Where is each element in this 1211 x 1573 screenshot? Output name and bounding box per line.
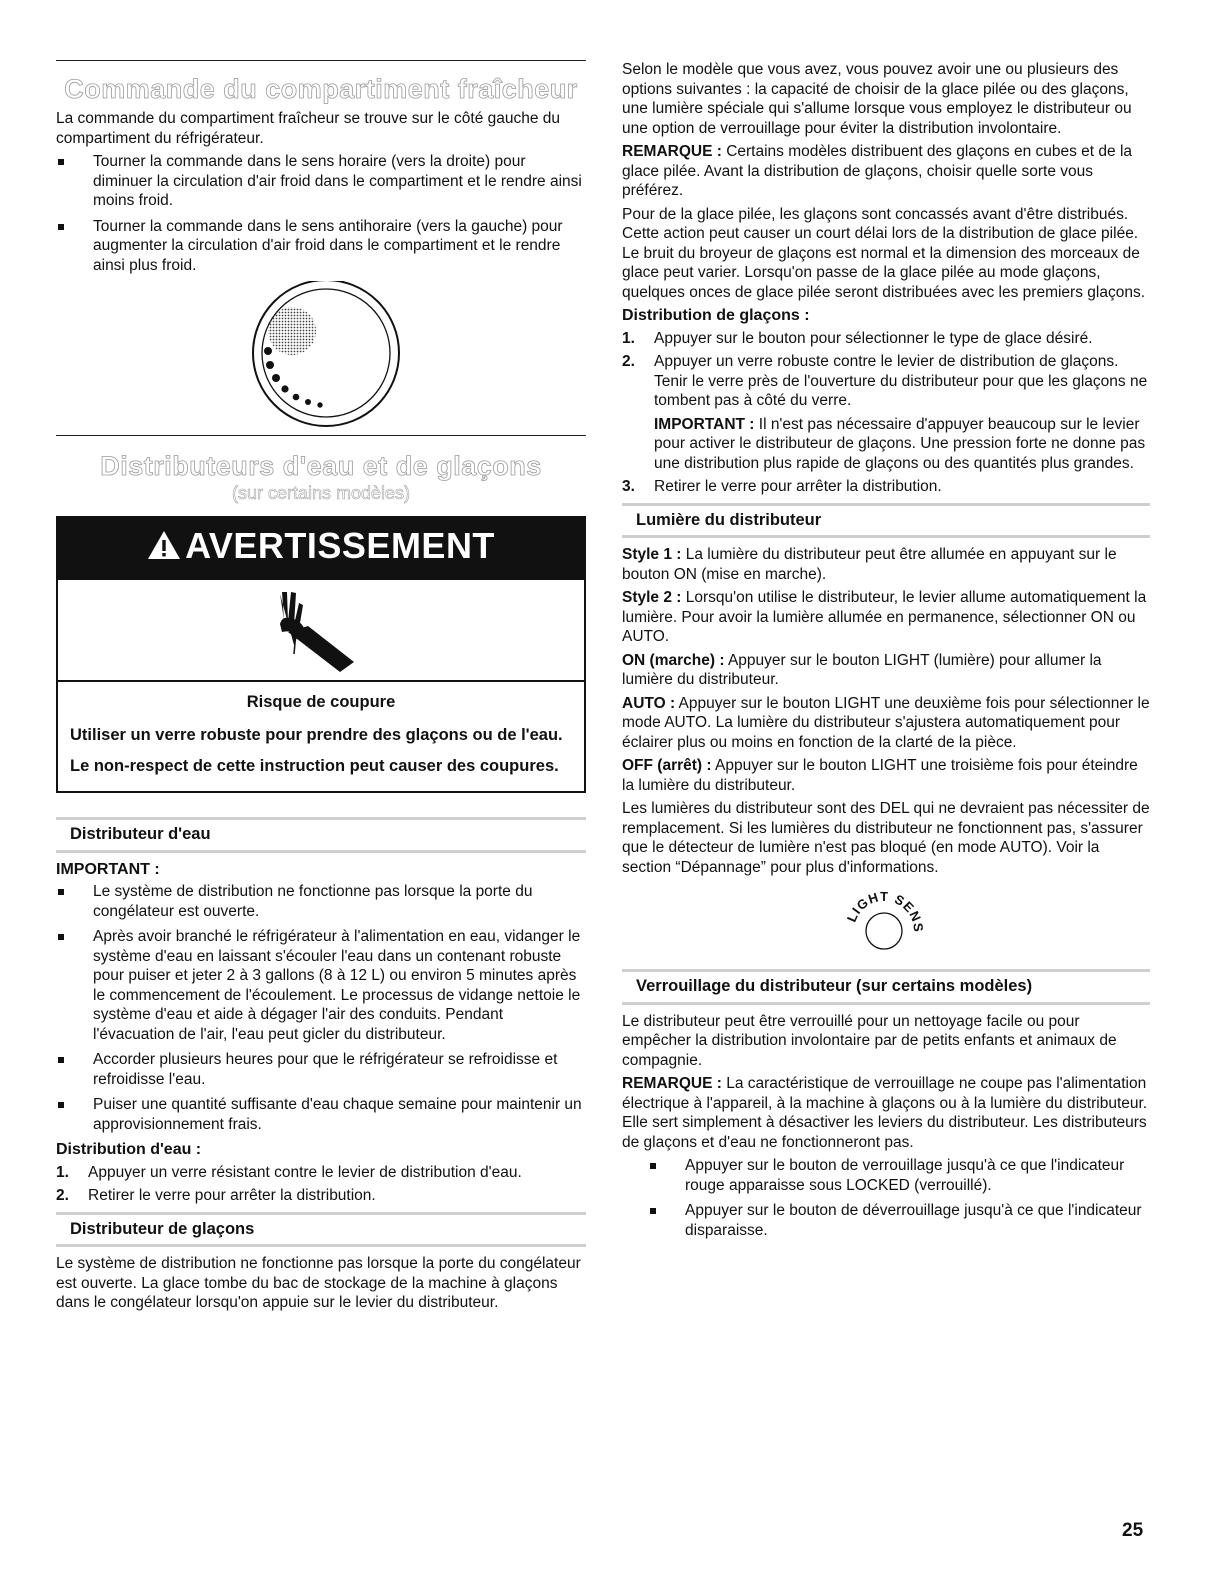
style2-label: Style 2 : (622, 589, 682, 606)
list-item (56, 1186, 586, 1206)
remarque-text: Certains modèles distribuent des glaçons en cubes et de la glace pilée. Avant la distribution de glaçons, choisir quelle sorte vous préférez. (622, 143, 1133, 199)
list-item (622, 352, 1150, 473)
style2-text: Lorsqu'on utilise le distributeur, le levier allume automatiquement la lumière. Pour avoir la lumière allumée en permanence, sélectionner ON ou AUTO. (622, 589, 1147, 645)
style1-text: La lumière du distributeur peut être allumée en appuyant sur le bouton ON (mise en marche). (622, 546, 1117, 583)
light-sensor-illustration (622, 881, 1150, 959)
auto-text: Appuyer sur le bouton LIGHT une deuxième fois pour sélectionner le mode AUTO. La lumière du distributeur s'ajustera automatiquement pour éclairer plus ou moins en fonction de la clarté de la pièce. (622, 694, 1150, 751)
style1-label: Style 1 : (622, 546, 682, 563)
step-text: Appuyer un verre robuste contre le levier de distribution de glaçons. Tenir le verre près de l'ouverture du distributeur pour que les glaçons ne tombent pas à côté du verre. (654, 353, 1148, 409)
warning-box (56, 516, 586, 793)
list-item: Appuyer sur le bouton de verrouillage jusqu'à ce que l'indicateur rouge apparaisse sous LOCKED (verrouillé). (648, 1156, 1150, 1195)
remarque-label: REMARQUE : (622, 1075, 722, 1092)
section-title-fresh-food-control: Commande du compartiment fraîcheur (64, 74, 578, 104)
section-rule (56, 60, 586, 61)
step-text: Retirer le verre pour arrêter la distribution. (88, 1187, 376, 1205)
led-paragraph: Les lumières du distributeur sont des DEL qui ne devraient pas nécessiter de remplacement. Si les lumières du distributeur ne fonctionnent pas, s'assurer que le détecteur de lumière n'est pas bloqué (en mode AUTO). Voir la section “Dépannage” pour plus d'informations. (622, 800, 1150, 876)
water-distribution-heading: Distribution d'eau : (56, 1141, 202, 1159)
step-number: 1. (56, 1163, 69, 1181)
auto-paragraph (622, 694, 1150, 753)
light-sensor-label: LIGHT SENS (843, 888, 927, 934)
warning-heading: Risque de coupure (246, 693, 396, 712)
ice-distribution-heading: Distribution de glaçons : (622, 307, 810, 324)
remarque-label: REMARQUE : (622, 143, 722, 160)
list-item: Le système de distribution ne fonctionne pas lorsque la porte du congélateur est ouverte. (56, 882, 586, 921)
style2-paragraph (622, 588, 1150, 647)
water-bullets (56, 882, 586, 1134)
ice-dispenser-text: Le système de distribution ne fonctionne pas lorsque la porte du congélateur est ouverte. La glace tombe du bac de stockage de la machine à glaçons dans le congélateur lorsqu'on appuie sur le levier du distributeur. (56, 1255, 581, 1312)
dispenser-light-heading: Lumière du distributeur (622, 503, 1150, 539)
important-label: IMPORTANT : (56, 860, 160, 878)
off-label: OFF (arrêt) : (622, 757, 712, 774)
right-column (622, 60, 1150, 1246)
lock-text: Le distributeur peut être verrouillé pour un nettoyage facile ou pour empêcher la distribution involontaire par de petits enfants et animaux de compagnie. (622, 1012, 1117, 1069)
warning-banner (58, 518, 584, 580)
step-text: Appuyer un verre résistant contre le levier de distribution d'eau. (88, 1163, 522, 1181)
on-paragraph (622, 651, 1150, 690)
step-number: 2. (622, 353, 635, 370)
important-label: IMPORTANT : (654, 415, 755, 433)
dial-illustration (56, 281, 586, 431)
off-paragraph (622, 756, 1150, 795)
list-item: Tourner la commande dans le sens horaire (vers la droite) pour diminuer la circulation d'air froid dans le compartiment et le rendre ainsi moins froid. (56, 152, 586, 211)
step-number: 1. (622, 329, 635, 347)
warning-line: Le non-respect de cette instruction peut causer des coupures. (70, 757, 559, 776)
step-number: 3. (622, 478, 635, 495)
list-item: Après avoir branché le réfrigérateur à l'alimentation en eau, vidanger le système d'eau en laissant s'écouler l'eau dans un contenant robuste pour puiser et jeter 2 à 3 gallons (8 à 12 L) ou environ 5 minutes après le commencement de l'écoulement. Le processus de vidange nettoie le système d'eau et aide à dégager l'air des conduits. Pendant l'évacuation de l'air, l'eau peut gicler du distributeur. (56, 927, 586, 1044)
style1-paragraph (622, 545, 1150, 584)
intro-text: La commande du compartiment fraîcheur se trouve sur le côté gauche du compartiment du réfrigérateur. (56, 110, 561, 147)
list-item (56, 1163, 586, 1183)
list-item (622, 329, 1150, 349)
step-text: Retirer le verre pour arrêter la distribution. (654, 478, 942, 495)
control-bullets (56, 152, 586, 275)
ice-steps (622, 329, 1150, 497)
lock-remarque-paragraph (622, 1074, 1150, 1152)
step-text: Appuyer sur le bouton pour sélectionner le type de glace désiré. (654, 329, 1093, 347)
lock-bullets (648, 1156, 1150, 1240)
remarque-paragraph (622, 142, 1150, 201)
auto-label: AUTO : (622, 694, 676, 712)
on-text: Appuyer sur le bouton LIGHT (lumière) pour allumer la lumière du distributeur. (622, 651, 1102, 688)
on-label: ON (marche) : (622, 651, 725, 669)
left-column (56, 60, 586, 1317)
off-text: Appuyer sur le bouton LIGHT une troisième fois pour éteindre la lumière du distributeur. (622, 757, 1138, 794)
list-item: Accorder plusieurs heures pour que le réfrigérateur se refroidisse et refroidisse l'eau. (56, 1050, 586, 1089)
section-title-dispensers: Distributeurs d'eau et de glaçons (100, 451, 542, 481)
important-text: Il n'est pas nécessaire d'appuyer beaucoup sur le levier pour activer le distributeur de glaçons. Une pression forte ne donne pas une distribution plus rapide de glaçons ou des quantités plus grandes. (654, 415, 1146, 472)
control-dial-icon (56, 281, 586, 431)
list-item: Puiser une quantité suffisante d'eau chaque semaine pour maintenir un approvisionnement frais. (56, 1095, 586, 1134)
light-sensor-icon (622, 881, 1150, 959)
crushed-ice-text: Pour de la glace pilée, les glaçons sont concassés avant d'être distribués. Cette action peut causer un court délai lors de la distribution de glace pilée. Le bruit du broyeur de glaçons est normal et la dimension des morceaux de glace peut varier. Lorsqu'on passe de la glace pilée au mode glaçons, quelques onces de glace pilée seront distribuées avec les premiers glaçons. (622, 205, 1145, 301)
page-number: 25 (1122, 1520, 1144, 1541)
ice-dispenser-heading: Distributeur de glaçons (56, 1212, 586, 1248)
warning-banner-text: AVERTISSEMENT (185, 525, 495, 566)
dispenser-lock-heading: Verrouillage du distributeur (sur certains modèles) (622, 969, 1150, 1005)
water-steps (56, 1163, 586, 1206)
options-text: Selon le modèle que vous avez, vous pouvez avoir une ou plusieurs des options suivantes : la capacité de choisir de la glace pilée ou des glaçons, une lumière spéciale qui s'allume lorsque vous employez le distributeur ou une option de verrouillage pour éviter la distribution involontaire. (622, 61, 1132, 137)
step-number: 2. (56, 1187, 69, 1205)
list-item: Appuyer sur le bouton de déverrouillage jusqu'à ce que l'indicateur disparaisse. (648, 1201, 1150, 1240)
warning-line: Utiliser un verre robuste pour prendre des glaçons ou de l'eau. (70, 726, 563, 745)
list-item (622, 477, 1150, 497)
water-dispenser-heading: Distributeur d'eau (56, 817, 586, 853)
section-subtitle: (sur certains modèles) (231, 483, 411, 503)
warning-text (58, 682, 584, 791)
list-item: Tourner la commande dans le sens antihoraire (vers la gauche) pour augmenter la circulation d'air froid dans le compartiment et le rendre ainsi plus froid. (56, 217, 586, 276)
important-note (654, 415, 1150, 474)
remarque-text: La caractéristique de verrouillage ne coupe pas l'alimentation électrique à l'appareil, à la machine à glaçons ou à la lumière du distributeur. Elle sert simplement à désactiver les leviers du distributeur. Les distributeurs de glaçons et d'eau ne fonctionneront pas. (622, 1075, 1148, 1151)
warning-triangle-icon (147, 526, 181, 570)
svg-text:LIGHT SENSOR (622, 881, 926, 933)
warning-pictogram (58, 580, 584, 682)
cut-hand-icon (58, 580, 584, 680)
section-rule (56, 435, 586, 436)
